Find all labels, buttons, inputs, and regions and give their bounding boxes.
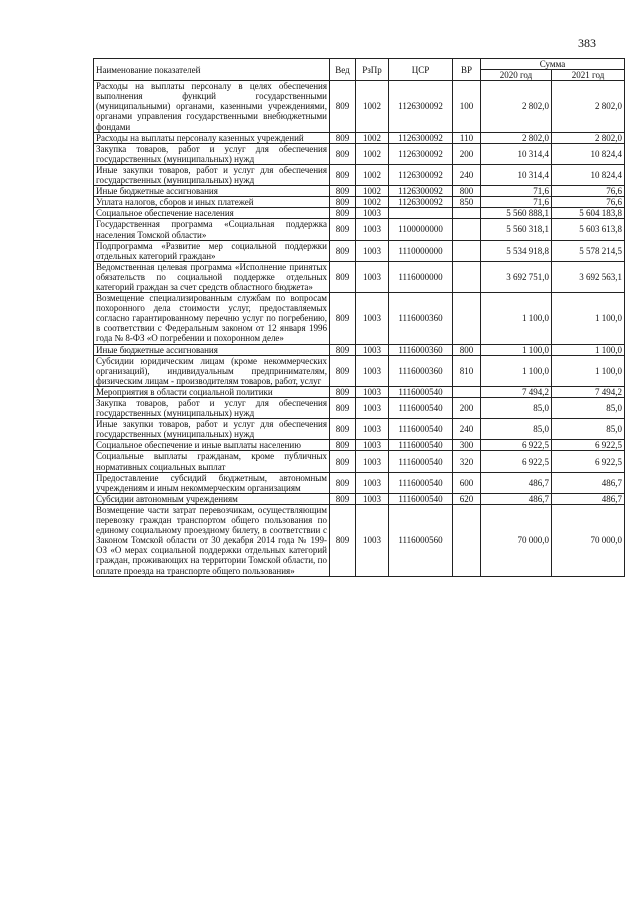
cell-ved: 809 — [330, 143, 356, 164]
cell-2021: 1 100,0 — [552, 355, 625, 386]
cell-csr: 1126300092 — [389, 81, 453, 132]
cell-ved: 809 — [330, 440, 356, 451]
cell-csr: 1110000000 — [389, 240, 453, 261]
cell-vr: 240 — [453, 164, 481, 185]
cell-name: Закупка товаров, работ и услуг для обеспечения государственных (муниципальных) нужд — [94, 398, 330, 419]
cell-vr: 200 — [453, 143, 481, 164]
cell-rzpr: 1003 — [356, 219, 389, 240]
cell-2021: 7 494,2 — [552, 386, 625, 397]
table-row — [94, 132, 625, 143]
cell-2021: 3 692 563,1 — [552, 261, 625, 292]
cell-rzpr: 1002 — [356, 132, 389, 143]
cell-name: Субсидии юридическим лицам (кроме некоммерческих организаций), индивидуальным предпринимателям, физическим лицам - производителям товаров, работ, услуг — [94, 355, 330, 386]
cell-name: Закупка товаров, работ и услуг для обеспечения государственных (муниципальных) нужд — [94, 143, 330, 164]
cell-vr: 600 — [453, 472, 481, 493]
cell-name: Ведомственная целевая программа «Исполнение принятых обязательств по социальной поддержке отдельных категорий граждан за счет средств областного бюджета» — [94, 261, 330, 292]
cell-csr: 1126300092 — [389, 186, 453, 197]
table-row — [94, 451, 625, 472]
cell-2021: 10 824,4 — [552, 164, 625, 185]
cell-rzpr: 1003 — [356, 440, 389, 451]
cell-rzpr: 1003 — [356, 493, 389, 504]
cell-csr: 1116000540 — [389, 419, 453, 440]
cell-ved: 809 — [330, 186, 356, 197]
cell-csr: 1116000000 — [389, 261, 453, 292]
page-number: 383 — [578, 36, 596, 50]
cell-rzpr: 1003 — [356, 293, 389, 344]
cell-ved: 809 — [330, 398, 356, 419]
cell-rzpr: 1002 — [356, 81, 389, 132]
cell-name: Возмещение специализированным службам по вопросам похоронного дела стоимости услуг, предоставляемых согласно гарантированному перечню услуг по погребению, в соответствии с Федеральным законом от 12 января 1996 года № 8-ФЗ «О погребении и похоронном деле» — [94, 293, 330, 344]
cell-rzpr: 1003 — [356, 472, 389, 493]
table-row — [94, 261, 625, 292]
cell-name: Государственная программа «Социальная поддержка населения Томской области» — [94, 219, 330, 240]
table-row — [94, 504, 625, 576]
cell-2020: 71,6 — [481, 197, 552, 208]
table-row — [94, 293, 625, 344]
cell-2021: 6 922,5 — [552, 440, 625, 451]
cell-rzpr: 1003 — [356, 451, 389, 472]
cell-ved: 809 — [330, 504, 356, 576]
cell-csr: 1116000540 — [389, 440, 453, 451]
cell-name: Социальное обеспечение и иные выплаты населению — [94, 440, 330, 451]
cell-2020: 486,7 — [481, 493, 552, 504]
cell-csr — [389, 208, 453, 219]
cell-name: Социальное обеспечение населения — [94, 208, 330, 219]
header-year-2020: 2020 год — [481, 70, 552, 81]
cell-name: Иные бюджетные ассигнования — [94, 344, 330, 355]
header-ved: Вед — [330, 59, 356, 81]
cell-ved: 809 — [330, 493, 356, 504]
cell-2020: 10 314,4 — [481, 143, 552, 164]
cell-name: Расходы на выплаты персоналу в целях обеспечения выполнения функций государственными (муниципальными) органами, казенными учреждениями, органами управления государственными внебюджетными фондами — [94, 81, 330, 132]
cell-2020: 1 100,0 — [481, 344, 552, 355]
cell-ved: 809 — [330, 386, 356, 397]
table-row — [94, 472, 625, 493]
cell-csr: 1116000540 — [389, 386, 453, 397]
cell-ved: 809 — [330, 208, 356, 219]
cell-vr: 100 — [453, 81, 481, 132]
cell-2021: 486,7 — [552, 472, 625, 493]
cell-vr: 620 — [453, 493, 481, 504]
cell-rzpr: 1003 — [356, 261, 389, 292]
cell-vr — [453, 219, 481, 240]
header-csr: ЦСР — [389, 59, 453, 81]
cell-name: Социальные выплаты гражданам, кроме публичных нормативных социальных выплат — [94, 451, 330, 472]
table-row — [94, 186, 625, 197]
cell-vr — [453, 208, 481, 219]
cell-rzpr: 1003 — [356, 344, 389, 355]
cell-csr: 1116000360 — [389, 355, 453, 386]
cell-2021: 2 802,0 — [552, 81, 625, 132]
cell-2020: 71,6 — [481, 186, 552, 197]
cell-name: Уплата налогов, сборов и иных платежей — [94, 197, 330, 208]
cell-vr — [453, 240, 481, 261]
cell-csr: 1116000540 — [389, 398, 453, 419]
cell-2020: 2 802,0 — [481, 81, 552, 132]
cell-csr: 1116000560 — [389, 504, 453, 576]
cell-name: Предоставление субсидий бюджетным, автономным учреждениям и иным некоммерческим организациям — [94, 472, 330, 493]
cell-name: Мероприятия в области социальной политики — [94, 386, 330, 397]
cell-rzpr: 1002 — [356, 143, 389, 164]
header-rzpr: РзПр — [356, 59, 389, 81]
table-row — [94, 197, 625, 208]
cell-rzpr: 1002 — [356, 197, 389, 208]
cell-2021: 1 100,0 — [552, 293, 625, 344]
cell-2021: 85,0 — [552, 398, 625, 419]
cell-ved: 809 — [330, 344, 356, 355]
cell-csr: 1116000540 — [389, 493, 453, 504]
cell-csr: 1116000360 — [389, 344, 453, 355]
cell-2021: 5 603 613,8 — [552, 219, 625, 240]
cell-2021: 2 802,0 — [552, 132, 625, 143]
header-name: Наименование показателей — [94, 59, 330, 81]
cell-vr — [453, 293, 481, 344]
cell-vr: 800 — [453, 344, 481, 355]
cell-2020: 2 802,0 — [481, 132, 552, 143]
cell-vr: 800 — [453, 186, 481, 197]
cell-vr: 240 — [453, 419, 481, 440]
cell-2021: 10 824,4 — [552, 143, 625, 164]
cell-2020: 6 922,5 — [481, 440, 552, 451]
cell-ved: 809 — [330, 81, 356, 132]
cell-vr — [453, 386, 481, 397]
cell-ved: 809 — [330, 164, 356, 185]
cell-vr — [453, 261, 481, 292]
cell-name: Иные бюджетные ассигнования — [94, 186, 330, 197]
cell-rzpr: 1003 — [356, 419, 389, 440]
cell-name: Подпрограмма «Развитие мер социальной поддержки отдельных категорий граждан» — [94, 240, 330, 261]
cell-ved: 809 — [330, 451, 356, 472]
cell-2020: 5 534 918,8 — [481, 240, 552, 261]
cell-2021: 76,6 — [552, 186, 625, 197]
cell-rzpr: 1002 — [356, 186, 389, 197]
cell-csr: 1116000540 — [389, 472, 453, 493]
cell-csr: 1126300092 — [389, 143, 453, 164]
cell-2021: 76,6 — [552, 197, 625, 208]
table-row — [94, 81, 625, 132]
table-row — [94, 219, 625, 240]
header-sum: Сумма — [481, 59, 625, 70]
cell-name: Иные закупки товаров, работ и услуг для обеспечения государственных (муниципальных) нужд — [94, 164, 330, 185]
table-row — [94, 208, 625, 219]
cell-name: Иные закупки товаров, работ и услуг для обеспечения государственных (муниципальных) нужд — [94, 419, 330, 440]
cell-2021: 1 100,0 — [552, 344, 625, 355]
table-row — [94, 143, 625, 164]
cell-2020: 85,0 — [481, 419, 552, 440]
cell-2020: 85,0 — [481, 398, 552, 419]
cell-2021: 6 922,5 — [552, 451, 625, 472]
cell-vr: 110 — [453, 132, 481, 143]
cell-2021: 5 604 183,8 — [552, 208, 625, 219]
cell-rzpr: 1003 — [356, 208, 389, 219]
table-row — [94, 493, 625, 504]
cell-csr: 1100000000 — [389, 219, 453, 240]
table-row — [94, 240, 625, 261]
cell-2020: 6 922,5 — [481, 451, 552, 472]
table-row — [94, 398, 625, 419]
cell-name: Субсидии автономным учреждениям — [94, 493, 330, 504]
table-row — [94, 164, 625, 185]
table-row — [94, 344, 625, 355]
cell-vr: 200 — [453, 398, 481, 419]
header-vr: ВР — [453, 59, 481, 81]
cell-name: Возмещение части затрат перевозчикам, осуществляющим перевозку граждан транспортом общего пользования по единому социальному проездному билету, в соответствии с Законом Томской области от 30 декабря 2014 года № 199-ОЗ «О мерах социальной поддержки отдельных категорий граждан, проживающих на территории Томской области, по оплате проезда на транспорте общего пользования» — [94, 504, 330, 576]
cell-csr: 1126300092 — [389, 164, 453, 185]
header-row — [94, 59, 625, 70]
cell-2020: 7 494,2 — [481, 386, 552, 397]
cell-2020: 1 100,0 — [481, 355, 552, 386]
cell-2020: 5 560 888,1 — [481, 208, 552, 219]
cell-ved: 809 — [330, 132, 356, 143]
cell-ved: 809 — [330, 261, 356, 292]
cell-rzpr: 1002 — [356, 164, 389, 185]
header-year-2021: 2021 год — [552, 70, 625, 81]
cell-rzpr: 1003 — [356, 240, 389, 261]
cell-ved: 809 — [330, 293, 356, 344]
cell-vr: 810 — [453, 355, 481, 386]
cell-vr: 300 — [453, 440, 481, 451]
cell-vr — [453, 504, 481, 576]
cell-csr: 1116000360 — [389, 293, 453, 344]
cell-2020: 70 000,0 — [481, 504, 552, 576]
cell-rzpr: 1003 — [356, 386, 389, 397]
table-row — [94, 419, 625, 440]
cell-2020: 5 560 318,1 — [481, 219, 552, 240]
cell-2021: 486,7 — [552, 493, 625, 504]
table-body — [94, 81, 625, 576]
cell-rzpr: 1003 — [356, 355, 389, 386]
cell-ved: 809 — [330, 219, 356, 240]
table-row — [94, 355, 625, 386]
cell-csr: 1126300092 — [389, 132, 453, 143]
cell-ved: 809 — [330, 197, 356, 208]
table-row — [94, 386, 625, 397]
cell-rzpr: 1003 — [356, 504, 389, 576]
cell-2021: 5 578 214,5 — [552, 240, 625, 261]
cell-2020: 3 692 751,0 — [481, 261, 552, 292]
cell-2020: 1 100,0 — [481, 293, 552, 344]
cell-vr: 850 — [453, 197, 481, 208]
cell-csr: 1126300092 — [389, 197, 453, 208]
cell-ved: 809 — [330, 472, 356, 493]
cell-name: Расходы на выплаты персоналу казенных учреждений — [94, 132, 330, 143]
cell-2020: 10 314,4 — [481, 164, 552, 185]
cell-ved: 809 — [330, 355, 356, 386]
cell-rzpr: 1003 — [356, 398, 389, 419]
cell-2021: 85,0 — [552, 419, 625, 440]
table-row — [94, 440, 625, 451]
cell-ved: 809 — [330, 240, 356, 261]
cell-ved: 809 — [330, 419, 356, 440]
budget-table — [93, 58, 625, 577]
cell-2021: 70 000,0 — [552, 504, 625, 576]
cell-2020: 486,7 — [481, 472, 552, 493]
cell-vr: 320 — [453, 451, 481, 472]
cell-csr: 1116000540 — [389, 451, 453, 472]
